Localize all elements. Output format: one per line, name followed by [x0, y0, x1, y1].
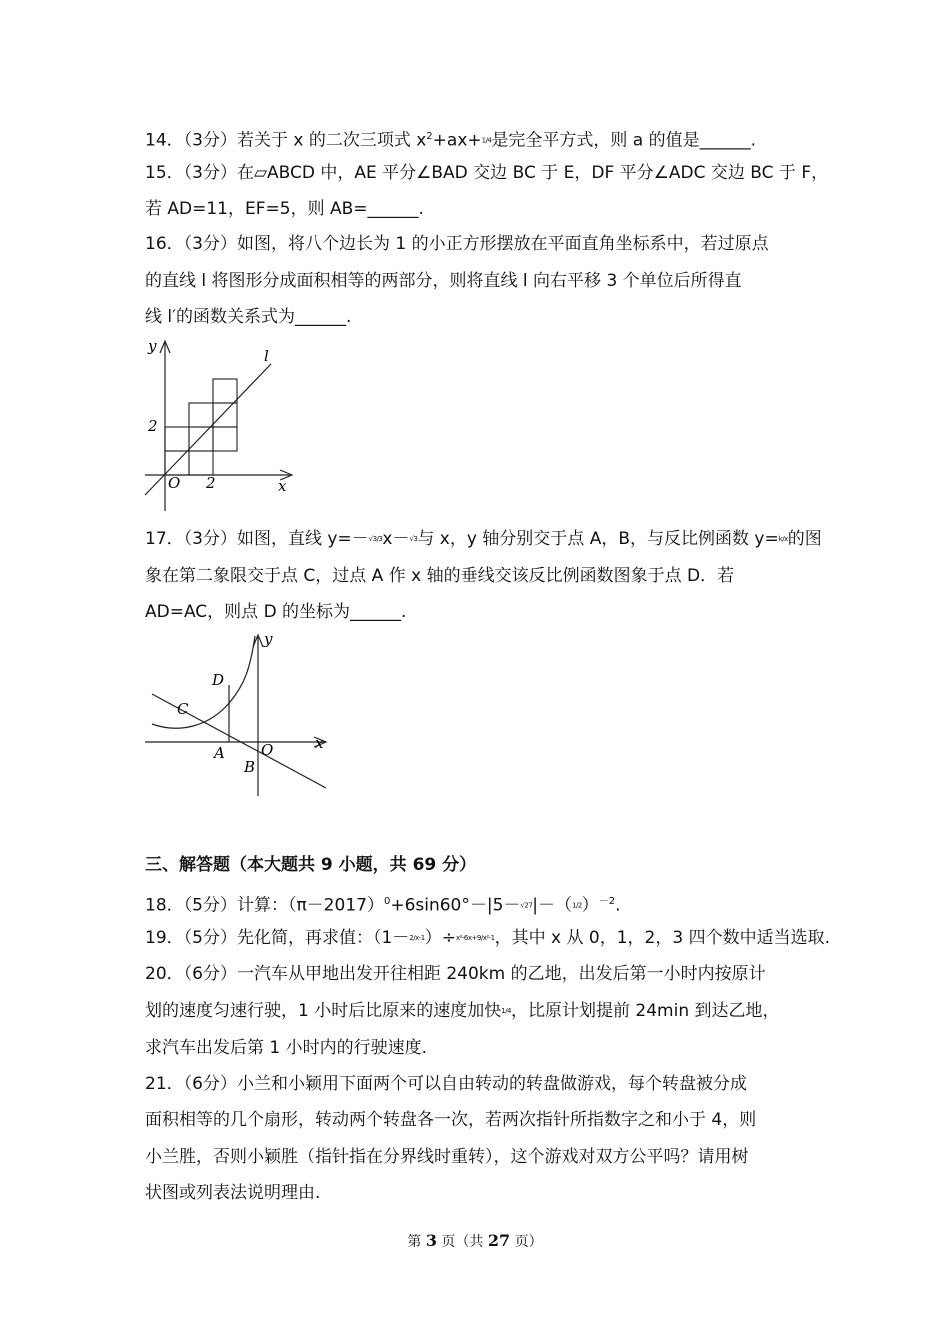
question-17-line-2: 象在第二象限交于点 C，过点 A 作 x 轴的垂线交该反比例函数图象于点 D．若 — [145, 566, 735, 586]
label-2-y: 2 — [148, 417, 158, 435]
label-b: B — [244, 758, 256, 776]
question-21-line-3: 小兰胜，否则小颖胜（指针指在分界线时重转），这个游戏对双方公平吗？请用树 — [145, 1147, 749, 1167]
page-number: 3 — [425, 1231, 437, 1250]
figure-17-line-hyperbola-graph — [140, 630, 340, 802]
question-20-line-3: 求汽车出发后第 1 小时内的行驶速度. — [145, 1038, 428, 1058]
label-a: A — [214, 744, 225, 762]
question-21-line-2: 面积相等的几个扇形，转动两个转盘各一次，若两次指针所指数字之和小于 4，则 — [145, 1110, 757, 1130]
label-2-x: 2 — [206, 474, 216, 492]
unit-squares — [165, 379, 237, 475]
label-d: D — [212, 671, 225, 689]
label-x: x — [278, 477, 287, 495]
label-x: x — [315, 734, 324, 752]
label-y: y — [148, 337, 157, 355]
question-21-line-4: 状图或列表法说明理由. — [145, 1183, 321, 1203]
question-15-line-1: 15．（3分）在▱ABCD 中，AE 平分∠BAD 交边 BC 于 E，DF 平分∠ADC 交边 BC 于 F， — [145, 163, 829, 183]
label-y: y — [264, 630, 273, 648]
figure-16-squares-graph — [140, 335, 300, 515]
question-16-line-1: 16．（3分）如图，将八个边长为 1 的小正方形摆放在平面直角坐标系中，若过原点 — [145, 234, 769, 254]
question-18: 18．（5分）计算：$(\pi-2017)^0+6\sin 60^\circ-|5-√27|-(1/2)^{-2}$. — [145, 895, 621, 916]
question-20-line-1: 20．（6分）一汽车从甲地出发开往相距 240km 的乙地，出发后第一小时内按原计 — [145, 964, 766, 984]
page-total: 27 — [487, 1231, 511, 1250]
question-14: 14．（3分）若关于 x 的二次三项式 $x^2+ax+1/4$是完全平方式，则 a 的值是______. — [145, 130, 757, 151]
hyperbola-branch — [152, 636, 255, 728]
question-19: 19．（5分）先化简，再求值：（1－2/x-1）÷x²-6x+9/x²-1，其中 x 从 0，1，2，3 四个数中适当选取. — [145, 928, 830, 948]
page-footer: 第 3 页（共 27 页） — [407, 1231, 543, 1250]
question-16-line-3: 线 l′的函数关系式为______. — [145, 307, 352, 327]
question-17-line-3: AD=AC，则点 D 的坐标为______. — [145, 602, 407, 622]
label-l: l — [264, 347, 269, 365]
question-21-line-1: 21．（6分）小兰和小颖用下面两个可以自由转动的转盘做游戏，每个转盘被分成 — [145, 1074, 747, 1094]
question-15-line-2: 若 AD=11，EF=5，则 AB=______. — [145, 199, 424, 219]
label-origin: O — [168, 474, 181, 492]
label-origin: O — [261, 741, 274, 759]
label-c: C — [177, 700, 189, 718]
question-17-line-1: 17．（3分）如图，直线 y=－√3/3x－√3与 x，y 轴分别交于点 A，B，与反比例函数 y=k/x的图 — [145, 529, 822, 549]
question-16-line-2: 的直线 l 将图形分成面积相等的两部分，则将直线 l 向右平移 3 个单位后所得直 — [145, 271, 742, 291]
section-3-heading: 三、解答题（本大题共 9 小题，共 69 分） — [145, 855, 477, 875]
question-20-line-2: 划的速度匀速行驶，1 小时后比原来的速度加快1/4，比原计划提前 24min 到达乙地， — [145, 1001, 780, 1021]
